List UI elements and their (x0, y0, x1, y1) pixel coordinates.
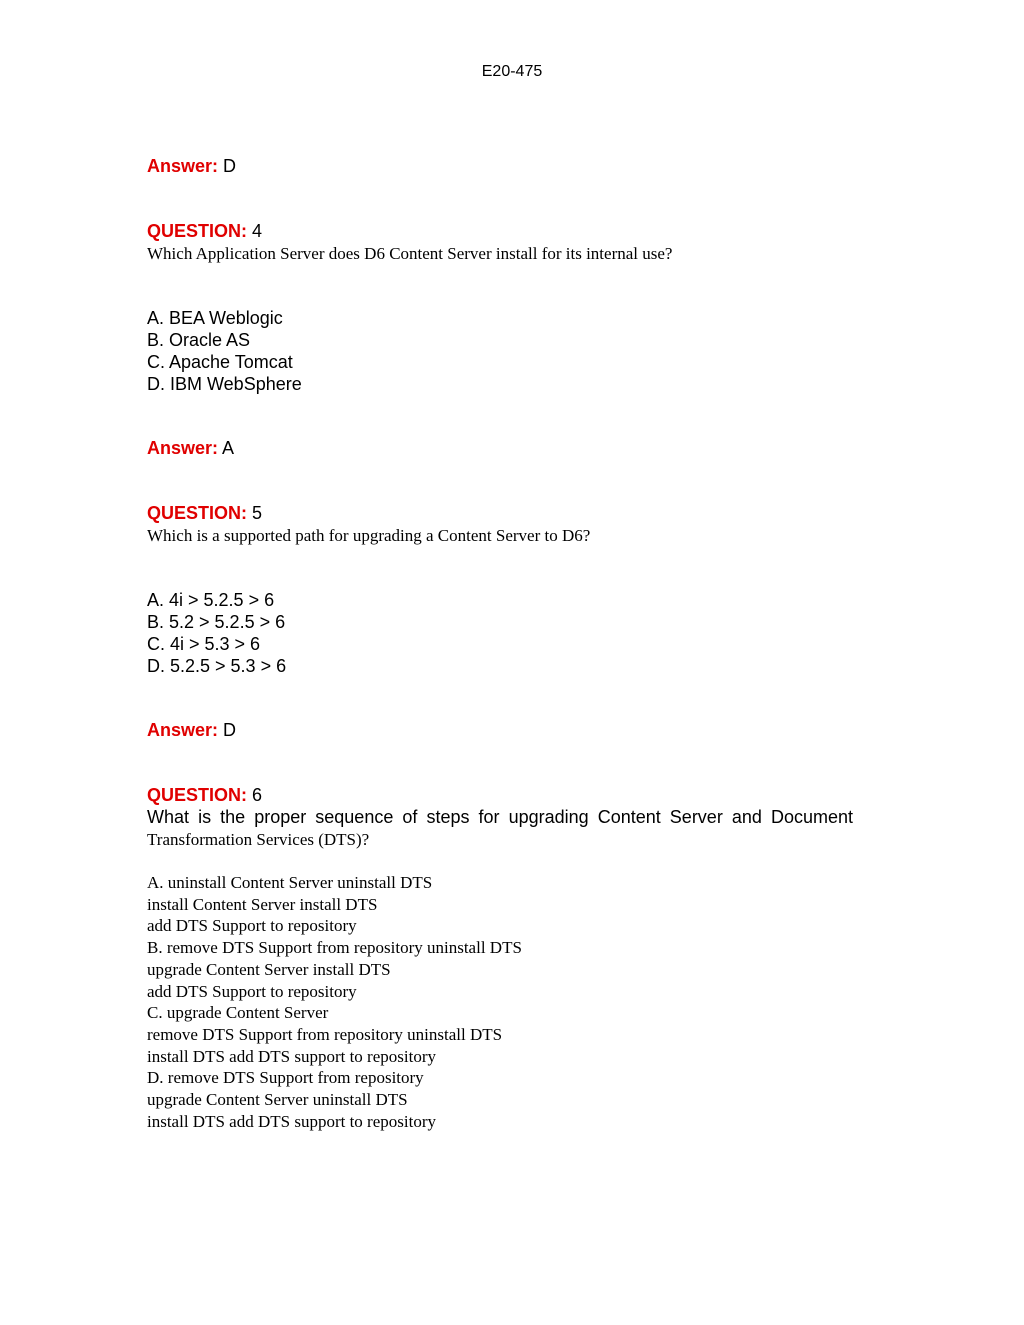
answer-label: Answer: (147, 438, 219, 458)
question-label: QUESTION: (147, 785, 248, 805)
question-5-heading (147, 502, 262, 524)
question-number: 6 (252, 785, 263, 805)
question-4-text: Which Application Server does D6 Content Server install for its internal use? (147, 244, 673, 263)
page-header: E20-475 (481, 63, 543, 80)
option-c-line-3: install DTS add DTS support to repository (147, 1046, 436, 1066)
answer-line-previous (147, 155, 236, 177)
question-5-text: Which is a supported path for upgrading a Content Server to D6? (147, 526, 591, 545)
option-a: A. 4i > 5.2.5 > 6 (147, 590, 275, 610)
question-6-options (147, 872, 522, 1132)
answer-value: D (223, 156, 237, 176)
answer-value: A (222, 438, 235, 458)
option-a: A. BEA Weblogic (147, 308, 283, 328)
question-5-answer (147, 719, 236, 741)
question-6-text-line-2: Transformation Services (DTS)? (147, 830, 370, 849)
option-d: D. 5.2.5 > 5.3 > 6 (147, 656, 287, 676)
question-5-options (147, 589, 286, 677)
question-number: 5 (252, 503, 263, 523)
option-d: D. IBM WebSphere (147, 374, 302, 394)
answer-value: D (223, 720, 237, 740)
answer-label: Answer: (147, 720, 219, 740)
option-b-line-1: B. remove DTS Support from repository uninstall DTS (147, 938, 522, 958)
option-c-line-2: remove DTS Support from repository uninstall DTS (147, 1024, 503, 1044)
option-b: B. Oracle AS (147, 330, 251, 350)
option-a-line-2: install Content Server install DTS (147, 894, 378, 914)
option-b-line-2: upgrade Content Server install DTS (147, 959, 391, 979)
option-c: C. 4i > 5.3 > 6 (147, 634, 261, 654)
option-a-line-1: A. uninstall Content Server uninstall DTS (147, 873, 433, 892)
question-4-options (147, 307, 302, 395)
question-6-heading (147, 784, 262, 806)
question-6-text-line-1: What is the proper sequence of steps for upgrading Content Server and Document (147, 807, 853, 827)
option-a-line-3: add DTS Support to repository (147, 916, 357, 936)
option-c-line-1: C. upgrade Content Server (147, 1003, 329, 1023)
answer-label: Answer: (147, 156, 219, 176)
option-d-line-2: upgrade Content Server uninstall DTS (147, 1090, 408, 1110)
option-b: B. 5.2 > 5.2.5 > 6 (147, 612, 286, 632)
question-label: QUESTION: (147, 221, 248, 241)
question-label: QUESTION: (147, 503, 248, 523)
question-4-heading (147, 220, 262, 242)
option-c: C. Apache Tomcat (147, 352, 293, 372)
option-d-line-3: install DTS add DTS support to repository (147, 1111, 436, 1131)
option-b-line-3: add DTS Support to repository (147, 981, 357, 1001)
question-4-answer (147, 437, 234, 459)
question-number: 4 (252, 221, 263, 241)
option-d-line-1: D. remove DTS Support from repository (147, 1068, 424, 1088)
